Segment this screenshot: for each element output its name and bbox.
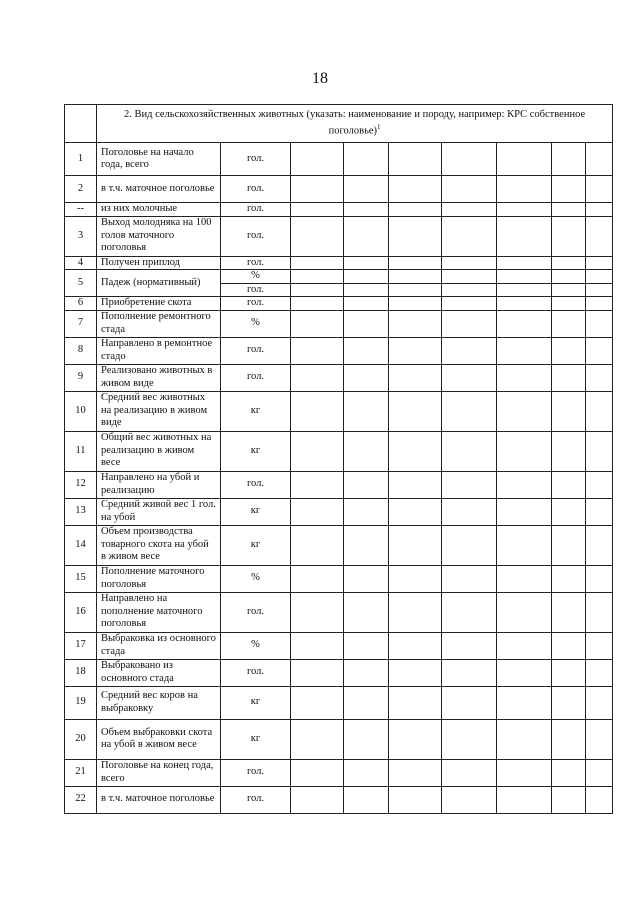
- value-cell[interactable]: [344, 759, 389, 786]
- table-row: [65, 256, 613, 270]
- value-cell[interactable]: [586, 216, 613, 256]
- row-number: 18: [65, 659, 97, 686]
- value-cell[interactable]: [291, 337, 344, 364]
- value-cell[interactable]: [497, 471, 552, 498]
- value-cell[interactable]: [442, 256, 497, 270]
- value-cell[interactable]: [442, 310, 497, 337]
- value-cell[interactable]: [586, 719, 613, 759]
- value-cell[interactable]: [389, 270, 442, 284]
- value-cell[interactable]: [291, 216, 344, 256]
- value-cell[interactable]: [389, 176, 442, 203]
- table-row: [65, 310, 613, 337]
- value-cell[interactable]: [389, 498, 442, 525]
- value-cell[interactable]: [497, 759, 552, 786]
- row-label: Общий вес животных на реализацию в живом весе: [97, 431, 221, 471]
- value-cell[interactable]: [442, 759, 497, 786]
- row-unit: гол.: [221, 176, 291, 203]
- value-cell[interactable]: [389, 216, 442, 256]
- row-unit-secondary: гол.: [221, 283, 291, 297]
- value-cell[interactable]: [291, 203, 344, 217]
- row-number: 12: [65, 471, 97, 498]
- value-cell[interactable]: [497, 143, 552, 176]
- value-cell[interactable]: [552, 256, 586, 270]
- table-row: [65, 431, 613, 471]
- row-unit: %: [221, 632, 291, 659]
- value-cell[interactable]: [389, 283, 442, 297]
- value-cell[interactable]: [552, 431, 586, 471]
- value-cell[interactable]: [389, 592, 442, 632]
- value-cell[interactable]: [344, 216, 389, 256]
- table-row: [65, 337, 613, 364]
- value-cell[interactable]: [389, 256, 442, 270]
- row-number: 1: [65, 143, 97, 176]
- value-cell[interactable]: [344, 256, 389, 270]
- row-number: 7: [65, 310, 97, 337]
- row-label: Средний вес животных на реализацию в живом виде: [97, 391, 221, 431]
- value-cell[interactable]: [291, 471, 344, 498]
- value-cell[interactable]: [344, 471, 389, 498]
- value-cell[interactable]: [344, 364, 389, 391]
- value-cell[interactable]: [552, 310, 586, 337]
- value-cell[interactable]: [552, 471, 586, 498]
- value-cell[interactable]: [442, 525, 497, 565]
- value-cell[interactable]: [497, 216, 552, 256]
- value-cell[interactable]: [442, 592, 497, 632]
- row-number: 16: [65, 592, 97, 632]
- row-unit: %: [221, 565, 291, 592]
- value-cell[interactable]: [291, 176, 344, 203]
- value-cell[interactable]: [552, 176, 586, 203]
- value-cell[interactable]: [344, 632, 389, 659]
- row-unit: гол.: [221, 203, 291, 217]
- value-cell[interactable]: [586, 176, 613, 203]
- value-cell[interactable]: [552, 525, 586, 565]
- value-cell[interactable]: [552, 391, 586, 431]
- table-row: [65, 525, 613, 565]
- value-cell[interactable]: [442, 297, 497, 311]
- value-cell[interactable]: [442, 498, 497, 525]
- value-cell[interactable]: [586, 525, 613, 565]
- value-cell[interactable]: [291, 565, 344, 592]
- value-cell[interactable]: [586, 256, 613, 270]
- row-label: Направлено в ремонтное стадо: [97, 337, 221, 364]
- value-cell[interactable]: [389, 431, 442, 471]
- value-cell[interactable]: [344, 283, 389, 297]
- row-label: Направлено на пополнение маточного поголовья: [97, 592, 221, 632]
- value-cell[interactable]: [552, 498, 586, 525]
- value-cell[interactable]: [389, 337, 442, 364]
- value-cell[interactable]: [442, 659, 497, 686]
- row-label: Получен приплод: [97, 256, 221, 270]
- row-number: 8: [65, 337, 97, 364]
- row-number: 21: [65, 759, 97, 786]
- row-number: 6: [65, 297, 97, 311]
- value-cell[interactable]: [552, 686, 586, 719]
- row-label: Средний живой вес 1 гол. на убой: [97, 498, 221, 525]
- row-unit: гол.: [221, 786, 291, 813]
- value-cell[interactable]: [497, 719, 552, 759]
- value-cell[interactable]: [344, 592, 389, 632]
- value-cell[interactable]: [291, 364, 344, 391]
- row-unit: гол.: [221, 759, 291, 786]
- value-cell[interactable]: [552, 565, 586, 592]
- value-cell[interactable]: [389, 364, 442, 391]
- value-cell[interactable]: [552, 364, 586, 391]
- row-unit: кг: [221, 431, 291, 471]
- row-number: 3: [65, 216, 97, 256]
- value-cell[interactable]: [552, 632, 586, 659]
- value-cell[interactable]: [291, 310, 344, 337]
- row-label: из них молочные: [97, 203, 221, 217]
- value-cell[interactable]: [389, 659, 442, 686]
- value-cell[interactable]: [442, 632, 497, 659]
- table-row: [65, 759, 613, 786]
- value-cell[interactable]: [586, 632, 613, 659]
- row-number: 15: [65, 565, 97, 592]
- row-number: --: [65, 203, 97, 217]
- table-row: [65, 632, 613, 659]
- value-cell[interactable]: [552, 203, 586, 217]
- value-cell[interactable]: [586, 786, 613, 813]
- table-row: [65, 686, 613, 719]
- value-cell[interactable]: [389, 203, 442, 217]
- value-cell[interactable]: [389, 719, 442, 759]
- row-label: Выход молодняка на 100 голов маточного поголовья: [97, 216, 221, 256]
- row-number: 2: [65, 176, 97, 203]
- value-cell[interactable]: [291, 525, 344, 565]
- value-cell[interactable]: [586, 759, 613, 786]
- value-cell[interactable]: [552, 143, 586, 176]
- value-cell[interactable]: [389, 632, 442, 659]
- page-number: 18: [312, 70, 328, 87]
- row-label: Реализовано животных в живом виде: [97, 364, 221, 391]
- value-cell[interactable]: [586, 364, 613, 391]
- value-cell[interactable]: [586, 391, 613, 431]
- row-label: Объем выбраковки скота на убой в живом весе: [97, 719, 221, 759]
- value-cell[interactable]: [497, 297, 552, 311]
- value-cell[interactable]: [586, 283, 613, 297]
- value-cell[interactable]: [497, 592, 552, 632]
- value-cell[interactable]: [442, 431, 497, 471]
- row-unit: гол.: [221, 256, 291, 270]
- row-label: Выбраковано из основного стада: [97, 659, 221, 686]
- value-cell[interactable]: [552, 283, 586, 297]
- table-row: [65, 203, 613, 217]
- row-label: в т.ч. маточное поголовье: [97, 176, 221, 203]
- row-number: 13: [65, 498, 97, 525]
- value-cell[interactable]: [344, 686, 389, 719]
- value-cell[interactable]: [442, 270, 497, 284]
- row-number: 20: [65, 719, 97, 759]
- value-cell[interactable]: [586, 143, 613, 176]
- value-cell[interactable]: [442, 686, 497, 719]
- value-cell[interactable]: [291, 297, 344, 311]
- value-cell[interactable]: [586, 297, 613, 311]
- row-unit: гол.: [221, 592, 291, 632]
- value-cell[interactable]: [389, 759, 442, 786]
- value-cell[interactable]: [497, 337, 552, 364]
- value-cell[interactable]: [291, 143, 344, 176]
- row-unit: гол.: [221, 471, 291, 498]
- value-cell[interactable]: [344, 498, 389, 525]
- value-cell[interactable]: [291, 431, 344, 471]
- value-cell[interactable]: [497, 659, 552, 686]
- value-cell[interactable]: [291, 686, 344, 719]
- value-cell[interactable]: [344, 176, 389, 203]
- value-cell[interactable]: [586, 498, 613, 525]
- table-row: [65, 592, 613, 632]
- value-cell[interactable]: [497, 203, 552, 217]
- value-cell[interactable]: [442, 471, 497, 498]
- value-cell[interactable]: [442, 176, 497, 203]
- value-cell[interactable]: [586, 659, 613, 686]
- table-row: [65, 216, 613, 256]
- value-cell[interactable]: [442, 364, 497, 391]
- value-cell[interactable]: [442, 391, 497, 431]
- table-row: [65, 565, 613, 592]
- value-cell[interactable]: [291, 786, 344, 813]
- value-cell[interactable]: [497, 283, 552, 297]
- value-cell[interactable]: [497, 391, 552, 431]
- value-cell[interactable]: [344, 203, 389, 217]
- table-row: [65, 143, 613, 176]
- value-cell[interactable]: [552, 719, 586, 759]
- value-cell[interactable]: [344, 337, 389, 364]
- value-cell[interactable]: [389, 786, 442, 813]
- table-row: [65, 364, 613, 391]
- value-cell[interactable]: [389, 525, 442, 565]
- livestock-form-table: [64, 104, 613, 814]
- table-row: [65, 498, 613, 525]
- row-number: 5: [65, 270, 97, 297]
- row-label: Выбраковка из основного стада: [97, 632, 221, 659]
- value-cell[interactable]: [389, 143, 442, 176]
- value-cell[interactable]: [586, 431, 613, 471]
- value-cell[interactable]: [497, 431, 552, 471]
- row-label: Средний вес коров на выбраковку: [97, 686, 221, 719]
- value-cell[interactable]: [586, 686, 613, 719]
- value-cell[interactable]: [344, 431, 389, 471]
- row-number: 14: [65, 525, 97, 565]
- value-cell[interactable]: [442, 283, 497, 297]
- row-unit: кг: [221, 525, 291, 565]
- value-cell[interactable]: [586, 310, 613, 337]
- value-cell[interactable]: [497, 176, 552, 203]
- value-cell[interactable]: [552, 297, 586, 311]
- value-cell[interactable]: [344, 310, 389, 337]
- table-row: [65, 786, 613, 813]
- value-cell[interactable]: [389, 310, 442, 337]
- value-cell[interactable]: [552, 216, 586, 256]
- value-cell[interactable]: [344, 719, 389, 759]
- header-num-cell: [65, 105, 97, 143]
- row-number: 11: [65, 431, 97, 471]
- value-cell[interactable]: [442, 719, 497, 759]
- row-label: Поголовье на конец года, всего: [97, 759, 221, 786]
- value-cell[interactable]: [586, 592, 613, 632]
- value-cell[interactable]: [552, 270, 586, 284]
- row-label: Падеж (нормативный): [97, 270, 221, 297]
- value-cell[interactable]: [389, 686, 442, 719]
- value-cell[interactable]: [291, 592, 344, 632]
- table-row: [65, 270, 613, 284]
- value-cell[interactable]: [291, 632, 344, 659]
- row-unit: кг: [221, 686, 291, 719]
- value-cell[interactable]: [552, 337, 586, 364]
- row-unit: гол.: [221, 659, 291, 686]
- row-label: Направлено на убой и реализацию: [97, 471, 221, 498]
- row-label: Пополнение ремонтного стада: [97, 310, 221, 337]
- value-cell[interactable]: [497, 310, 552, 337]
- value-cell[interactable]: [552, 592, 586, 632]
- value-cell[interactable]: [497, 498, 552, 525]
- value-cell[interactable]: [552, 759, 586, 786]
- table-row: [65, 297, 613, 311]
- value-cell[interactable]: [442, 203, 497, 217]
- value-cell[interactable]: [497, 632, 552, 659]
- row-number: 4: [65, 256, 97, 270]
- value-cell[interactable]: [442, 337, 497, 364]
- row-unit: %: [221, 270, 291, 284]
- table-row: [65, 659, 613, 686]
- value-cell[interactable]: [344, 525, 389, 565]
- row-unit: кг: [221, 391, 291, 431]
- value-cell[interactable]: [291, 719, 344, 759]
- row-number: 10: [65, 391, 97, 431]
- table-row: [65, 471, 613, 498]
- value-cell[interactable]: [497, 565, 552, 592]
- row-number: 19: [65, 686, 97, 719]
- row-unit: гол.: [221, 364, 291, 391]
- value-cell[interactable]: [291, 270, 344, 284]
- value-cell[interactable]: [586, 337, 613, 364]
- row-label: Приобретение скота: [97, 297, 221, 311]
- value-cell[interactable]: [291, 659, 344, 686]
- value-cell[interactable]: [442, 216, 497, 256]
- row-number: 9: [65, 364, 97, 391]
- row-unit: гол.: [221, 143, 291, 176]
- value-cell[interactable]: [344, 270, 389, 284]
- value-cell[interactable]: [497, 364, 552, 391]
- table-row: [65, 719, 613, 759]
- value-cell[interactable]: [497, 686, 552, 719]
- table-row: [65, 391, 613, 431]
- row-unit: гол.: [221, 337, 291, 364]
- row-number: 17: [65, 632, 97, 659]
- value-cell[interactable]: [291, 759, 344, 786]
- value-cell[interactable]: [389, 471, 442, 498]
- row-label: Объем производства товарного скота на убой в живом весе: [97, 525, 221, 565]
- value-cell[interactable]: [291, 391, 344, 431]
- value-cell[interactable]: [552, 659, 586, 686]
- value-cell[interactable]: [497, 256, 552, 270]
- row-unit: %: [221, 310, 291, 337]
- value-cell[interactable]: [586, 471, 613, 498]
- value-cell[interactable]: [344, 143, 389, 176]
- row-number: 22: [65, 786, 97, 813]
- section-title: 2. Вид сельскохозяйственных животных (указать: наименование и породу, например: КРС собственное поголовье): [124, 108, 586, 137]
- value-cell[interactable]: [344, 565, 389, 592]
- value-cell[interactable]: [291, 283, 344, 297]
- value-cell[interactable]: [291, 498, 344, 525]
- value-cell[interactable]: [442, 565, 497, 592]
- value-cell[interactable]: [497, 525, 552, 565]
- table-row: [65, 176, 613, 203]
- value-cell[interactable]: [344, 391, 389, 431]
- row-unit: кг: [221, 498, 291, 525]
- footnote-mark: 1: [377, 123, 381, 132]
- value-cell[interactable]: [344, 297, 389, 311]
- value-cell[interactable]: [497, 786, 552, 813]
- value-cell[interactable]: [344, 659, 389, 686]
- value-cell[interactable]: [389, 391, 442, 431]
- section-title-cell: [97, 105, 613, 143]
- value-cell[interactable]: [586, 270, 613, 284]
- value-cell[interactable]: [389, 297, 442, 311]
- row-label: Пополнение маточного поголовья: [97, 565, 221, 592]
- row-label: в т.ч. маточное поголовье: [97, 786, 221, 813]
- value-cell[interactable]: [291, 256, 344, 270]
- header-row: [65, 105, 613, 143]
- value-cell[interactable]: [497, 270, 552, 284]
- row-unit: кг: [221, 719, 291, 759]
- value-cell[interactable]: [344, 786, 389, 813]
- row-label: Поголовье на начало года, всего: [97, 143, 221, 176]
- value-cell[interactable]: [389, 565, 442, 592]
- value-cell[interactable]: [586, 203, 613, 217]
- value-cell[interactable]: [442, 143, 497, 176]
- row-unit: гол.: [221, 216, 291, 256]
- value-cell[interactable]: [552, 786, 586, 813]
- row-unit: гол.: [221, 297, 291, 311]
- value-cell[interactable]: [442, 786, 497, 813]
- value-cell[interactable]: [586, 565, 613, 592]
